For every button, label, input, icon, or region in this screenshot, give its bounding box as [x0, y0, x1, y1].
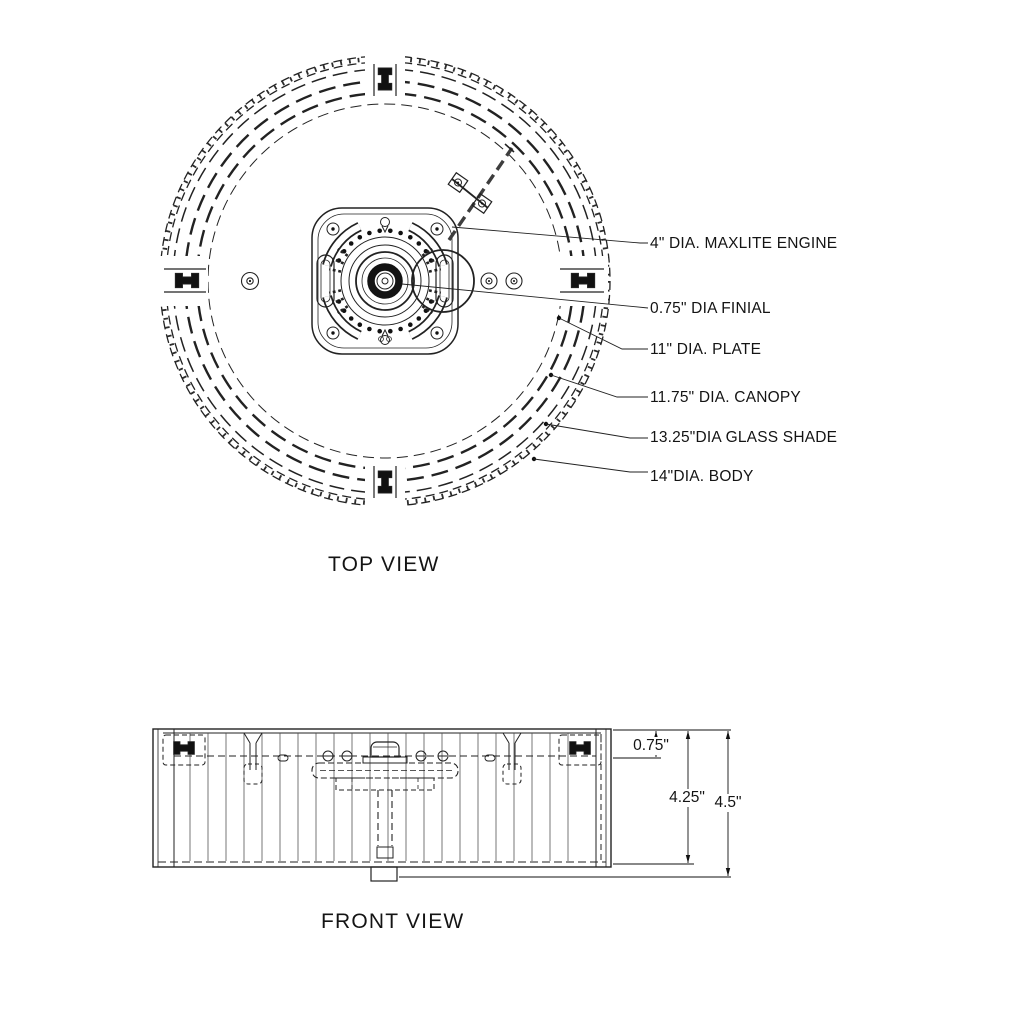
dim-4-25: 4.25" [669, 789, 705, 806]
top-view-drawing [156, 52, 648, 510]
plate-arc-slots [327, 227, 443, 336]
dim-0-75: 0.75" [633, 737, 669, 754]
body-flutes [190, 733, 568, 861]
callout-canopy: 11.75" DIA. CANOPY [650, 389, 801, 406]
front-bracket-left [244, 733, 262, 784]
plate-side-slots [317, 255, 453, 307]
callout-plate: 11" DIA. PLATE [650, 341, 762, 358]
front-view-caption: FRONT VIEW [321, 910, 465, 933]
front-canopy [163, 733, 601, 784]
front-body [153, 729, 611, 867]
callout-maxlite-engine: 4" DIA. MAXLITE ENGINE [650, 235, 838, 252]
hanger-bracket [448, 144, 514, 240]
mounting-plate [312, 208, 458, 354]
led-dot-ring [337, 229, 434, 334]
canopy-ring [185, 81, 585, 481]
front-clip-right [570, 742, 591, 755]
front-clip-left [174, 742, 195, 755]
plate-ring [208, 104, 562, 458]
glass-shade-ring [173, 69, 597, 493]
front-bracket-right [503, 733, 521, 784]
dim-4-5: 4.5" [714, 794, 742, 811]
callout-body: 14"DIA. BODY [650, 468, 754, 485]
callout-glass-shade: 13.25"DIA GLASS SHADE [650, 429, 838, 446]
body-outer-ring [160, 56, 610, 506]
radial-ticks [329, 249, 441, 313]
callout-finial: 0.75" DIA FINIAL [650, 300, 771, 317]
finial-hub [341, 237, 429, 341]
top-view-caption: TOP VIEW [328, 553, 440, 576]
